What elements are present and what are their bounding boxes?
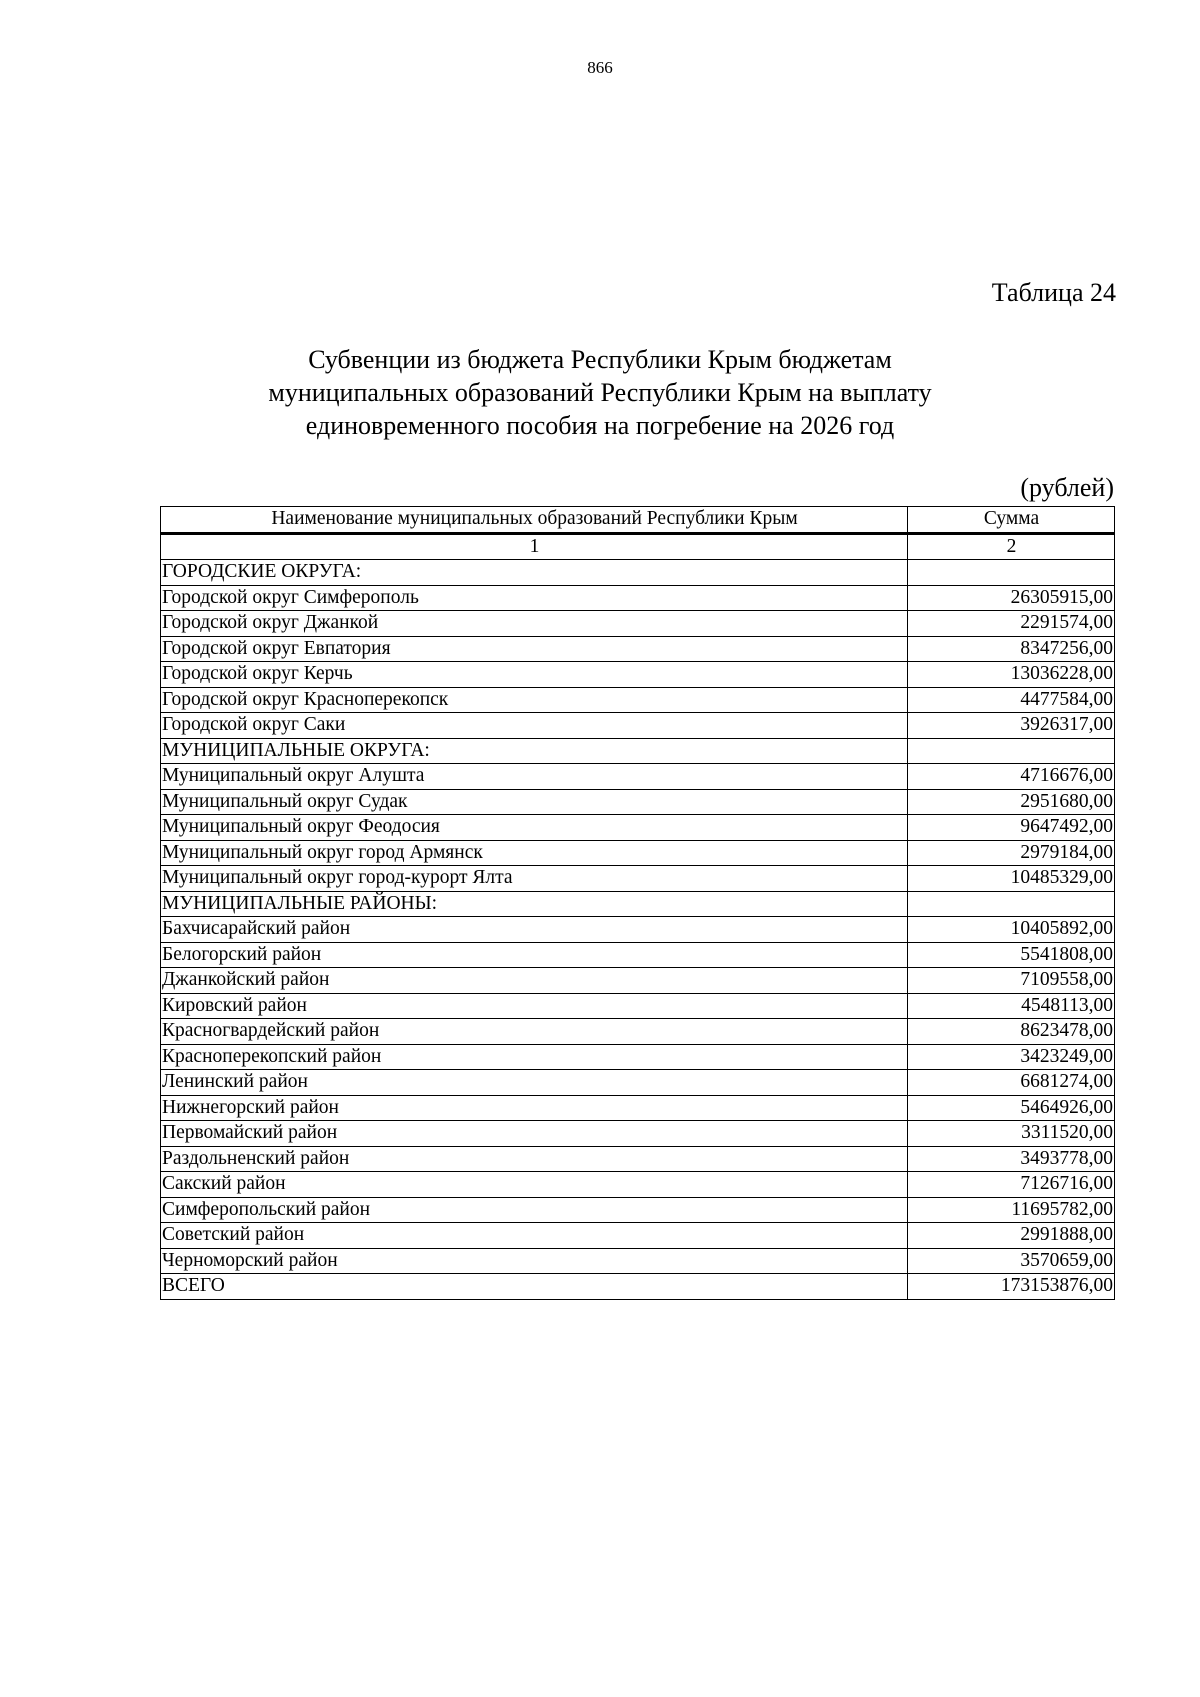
total-sum: 173153876,00: [908, 1274, 1115, 1300]
document-title: [180, 343, 1020, 442]
table-row: [161, 1070, 1115, 1096]
table-row: [161, 891, 1115, 917]
column-index-row: [161, 533, 1115, 560]
row-sum: [908, 738, 1115, 764]
column-header-name: Наименование муниципальных образований Республики Крым: [161, 507, 908, 534]
table-row: [161, 917, 1115, 943]
table-row: [161, 636, 1115, 662]
row-name: Городской округ Саки: [161, 713, 908, 739]
row-name: Кировский район: [161, 993, 908, 1019]
row-name: Красногвардейский район: [161, 1019, 908, 1045]
row-sum: 4716676,00: [908, 764, 1115, 790]
row-name: Нижнегорский район: [161, 1095, 908, 1121]
row-name: Городской округ Симферополь: [161, 585, 908, 611]
page-number: 866: [587, 58, 613, 77]
row-sum: 3423249,00: [908, 1044, 1115, 1070]
table-row: [161, 764, 1115, 790]
table-row: [161, 968, 1115, 994]
table-row: [161, 840, 1115, 866]
table-row: [161, 662, 1115, 688]
table-row: [161, 1044, 1115, 1070]
title-line: Субвенции из бюджета Республики Крым бюджетам: [308, 345, 892, 374]
column-index-name: 1: [161, 533, 908, 560]
row-name: Красноперекопский район: [161, 1044, 908, 1070]
row-sum: 6681274,00: [908, 1070, 1115, 1096]
table-row: [161, 738, 1115, 764]
table-row: [161, 585, 1115, 611]
row-name: Джанкойский район: [161, 968, 908, 994]
row-name: Сакский район: [161, 1172, 908, 1198]
table-row: [161, 1146, 1115, 1172]
row-name: Бахчисарайский район: [161, 917, 908, 943]
table-row: [161, 1019, 1115, 1045]
column-index-sum: 2: [908, 533, 1115, 560]
row-sum: 7109558,00: [908, 968, 1115, 994]
row-name: МУНИЦИПАЛЬНЫЕ РАЙОНЫ:: [161, 891, 908, 917]
row-sum: 4477584,00: [908, 687, 1115, 713]
row-name: Городской округ Керчь: [161, 662, 908, 688]
row-sum: 7126716,00: [908, 1172, 1115, 1198]
row-sum: 2951680,00: [908, 789, 1115, 815]
table-row: [161, 713, 1115, 739]
table-label: Таблица 24: [991, 278, 1116, 307]
subvention-table: [160, 506, 1115, 1300]
row-sum: 11695782,00: [908, 1197, 1115, 1223]
row-sum: 3311520,00: [908, 1121, 1115, 1147]
row-name: Муниципальный округ Судак: [161, 789, 908, 815]
row-sum: 5541808,00: [908, 942, 1115, 968]
row-name: Первомайский район: [161, 1121, 908, 1147]
row-name: Советский район: [161, 1223, 908, 1249]
row-name: Муниципальный округ Феодосия: [161, 815, 908, 841]
column-header-sum: Сумма: [908, 507, 1115, 534]
row-sum: [908, 560, 1115, 586]
row-name: Городской округ Джанкой: [161, 611, 908, 637]
row-name: Муниципальный округ город-курорт Ялта: [161, 866, 908, 892]
row-sum: 2991888,00: [908, 1223, 1115, 1249]
row-sum: 8347256,00: [908, 636, 1115, 662]
table-body: [161, 560, 1115, 1300]
row-sum: [908, 891, 1115, 917]
total-row: [161, 1274, 1115, 1300]
units-label: (рублей): [1020, 473, 1114, 502]
table-row: [161, 687, 1115, 713]
row-sum: 3570659,00: [908, 1248, 1115, 1274]
row-sum: 2291574,00: [908, 611, 1115, 637]
row-name: Муниципальный округ Алушта: [161, 764, 908, 790]
table-row: [161, 611, 1115, 637]
row-name: Ленинский район: [161, 1070, 908, 1096]
row-name: Белогорский район: [161, 942, 908, 968]
title-line: единовременного пособия на погребение на 2026 год: [305, 411, 895, 440]
table-row: [161, 1197, 1115, 1223]
row-sum: 5464926,00: [908, 1095, 1115, 1121]
table-row: [161, 815, 1115, 841]
table-row: [161, 1121, 1115, 1147]
table-row: [161, 866, 1115, 892]
row-name: Муниципальный округ город Армянск: [161, 840, 908, 866]
table-row: [161, 1095, 1115, 1121]
row-sum: 26305915,00: [908, 585, 1115, 611]
row-name: Симферопольский район: [161, 1197, 908, 1223]
row-sum: 8623478,00: [908, 1019, 1115, 1045]
total-label: ВСЕГО: [161, 1274, 908, 1300]
row-sum: 2979184,00: [908, 840, 1115, 866]
table-row: [161, 942, 1115, 968]
table-row: [161, 1248, 1115, 1274]
table-header-row: [161, 507, 1115, 534]
row-sum: 3926317,00: [908, 713, 1115, 739]
title-line: муниципальных образований Республики Крым на выплату: [268, 378, 932, 407]
row-sum: 13036228,00: [908, 662, 1115, 688]
row-name: Городской округ Евпатория: [161, 636, 908, 662]
table-row: [161, 789, 1115, 815]
row-name: МУНИЦИПАЛЬНЫЕ ОКРУГА:: [161, 738, 908, 764]
row-name: Черноморский район: [161, 1248, 908, 1274]
row-name: Раздольненский район: [161, 1146, 908, 1172]
row-name: Городской округ Красноперекопск: [161, 687, 908, 713]
row-sum: 3493778,00: [908, 1146, 1115, 1172]
table-row: [161, 1223, 1115, 1249]
row-sum: 9647492,00: [908, 815, 1115, 841]
row-name: ГОРОДСКИЕ ОКРУГА:: [161, 560, 908, 586]
table-row: [161, 1172, 1115, 1198]
table-row: [161, 993, 1115, 1019]
row-sum: 10485329,00: [908, 866, 1115, 892]
table-row: [161, 560, 1115, 586]
row-sum: 4548113,00: [908, 993, 1115, 1019]
row-sum: 10405892,00: [908, 917, 1115, 943]
